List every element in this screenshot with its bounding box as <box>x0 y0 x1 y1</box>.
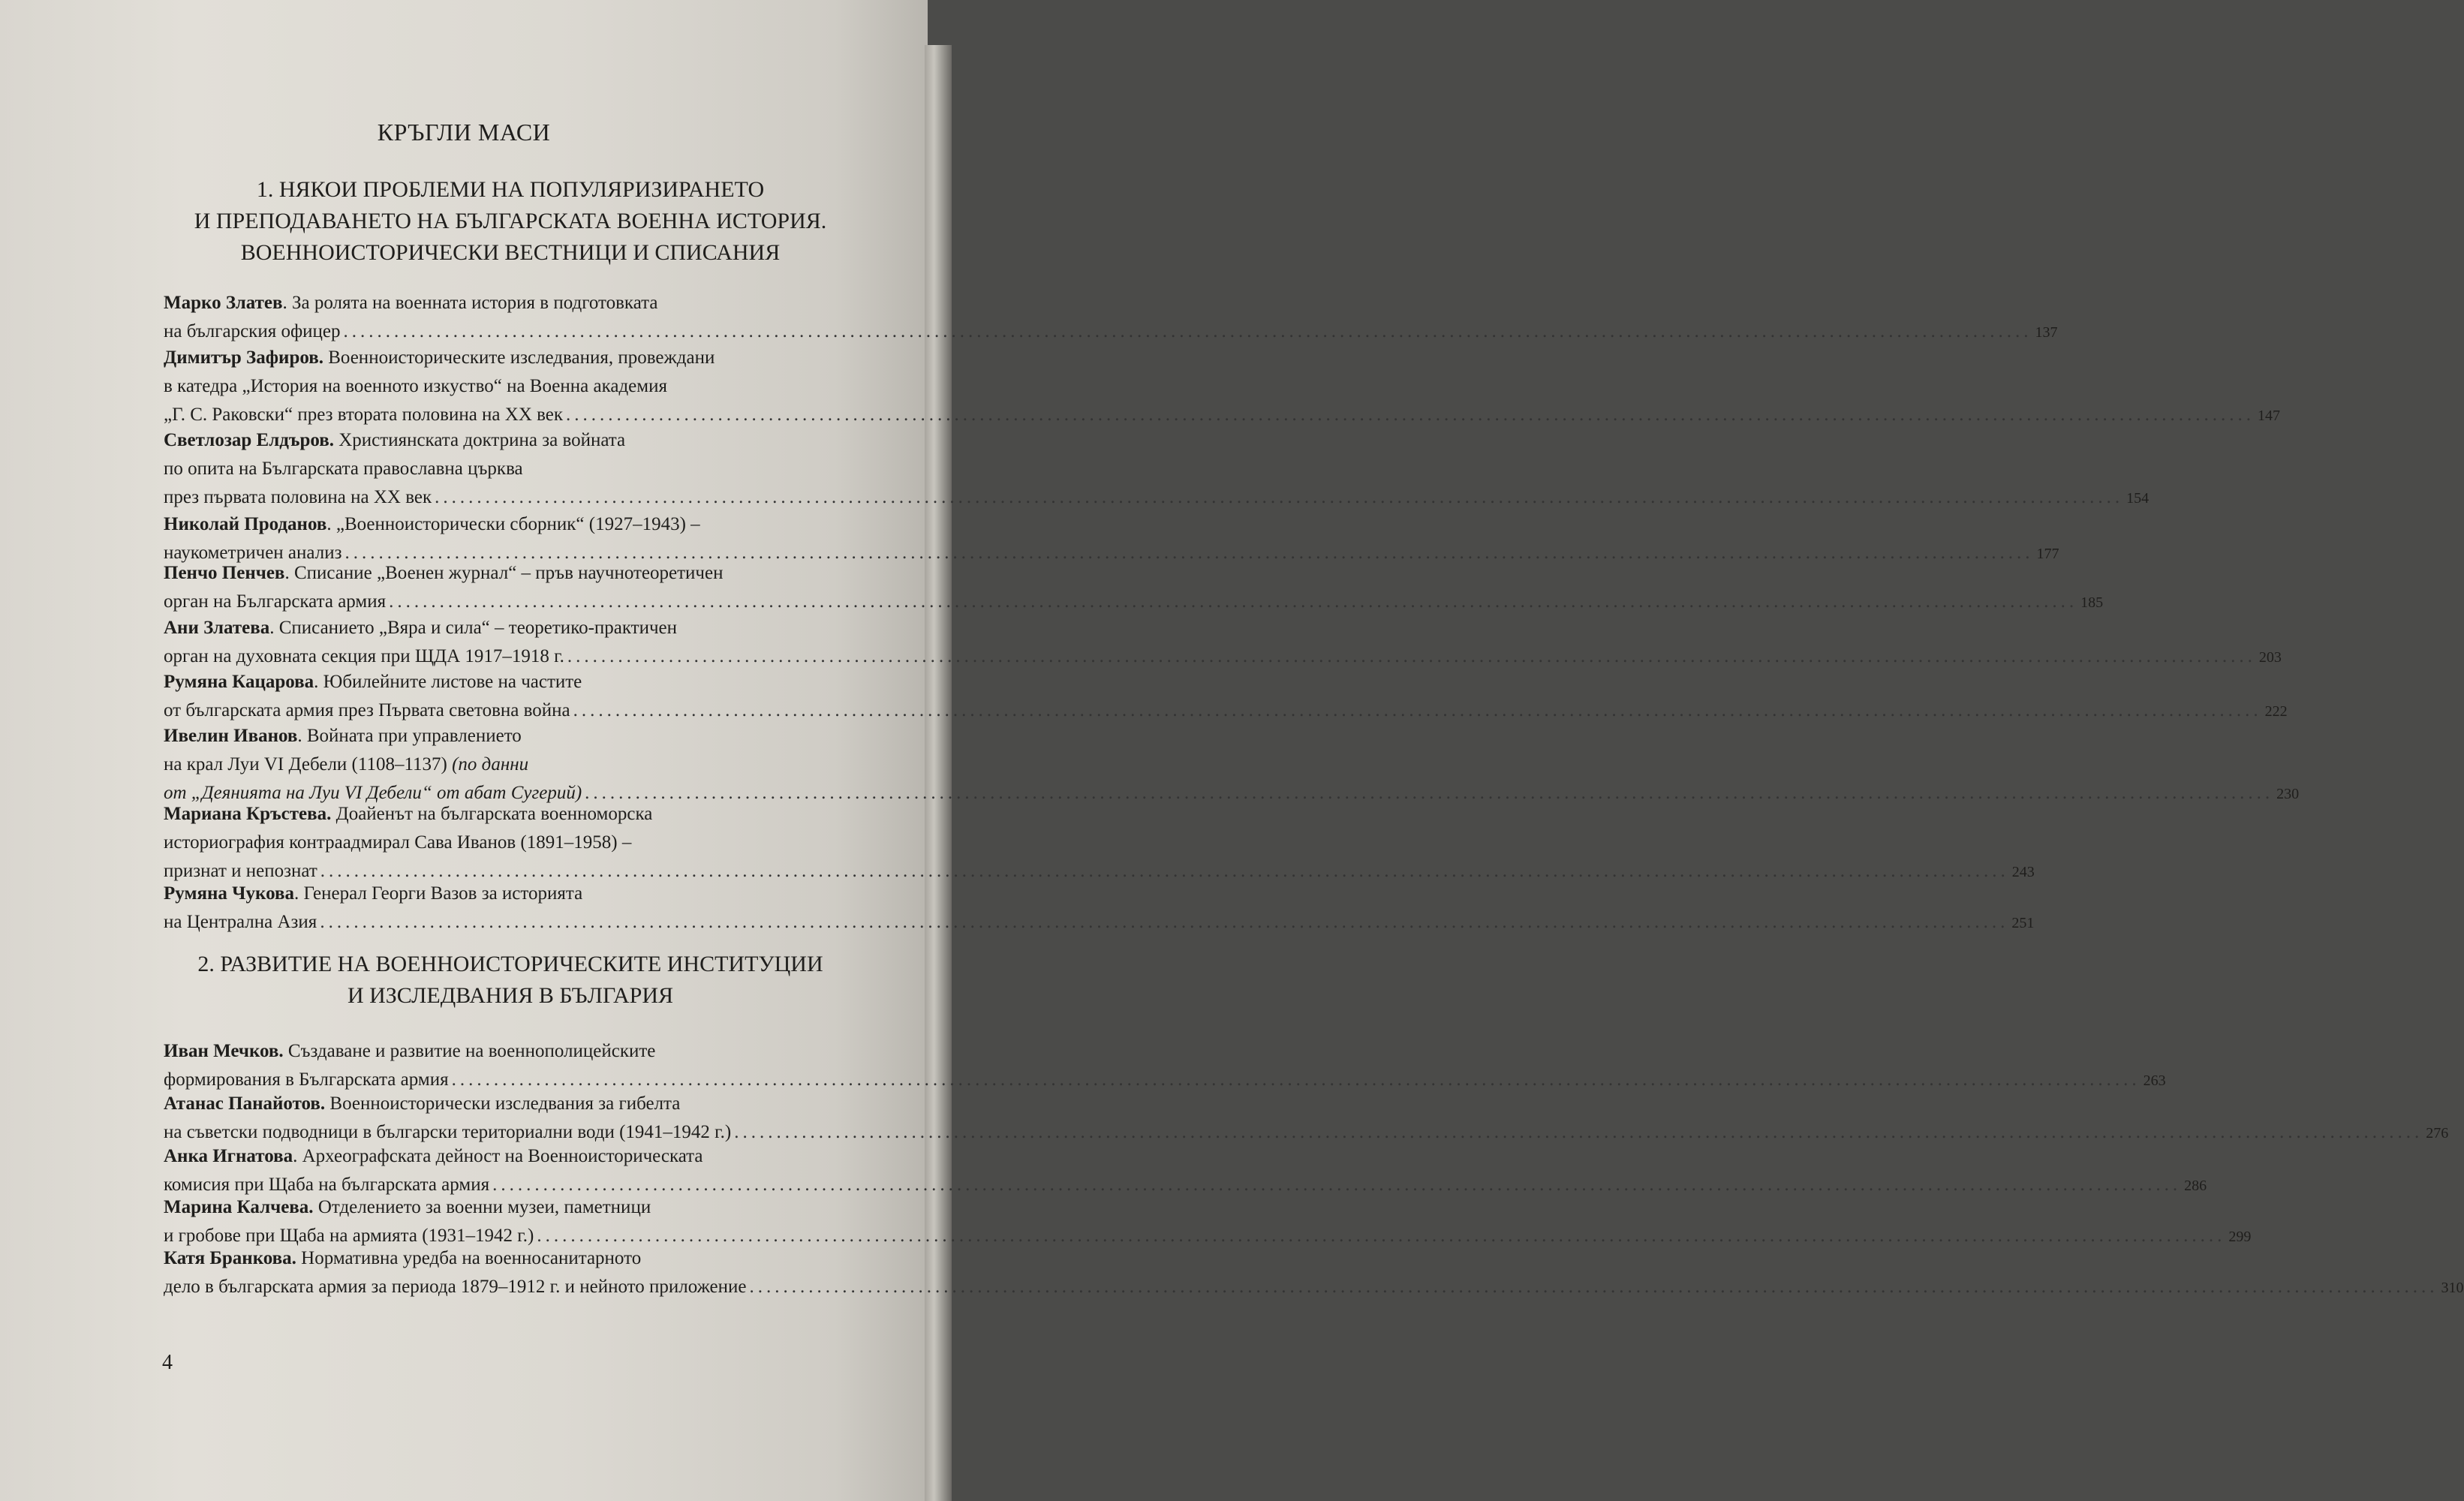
entry-title: . Генерал Георги Вазов за историята <box>293 883 583 904</box>
entry-title: признат и непознат <box>164 861 317 881</box>
toc-entry[interactable] <box>164 800 2035 886</box>
entry-author: Мариана Кръстева. <box>164 804 332 824</box>
entry-page: 299 <box>2228 1229 2252 1245</box>
entry-author: Пенчо Пенчев <box>164 563 285 583</box>
entry-title: историография контраадмирал Сава Иванов (1891–1958) – <box>164 832 632 853</box>
entry-title: . Списанието „Вяра и сила“ – теоретико-практичен <box>269 618 678 638</box>
entry-author: Катя Бранкова. <box>164 1248 296 1268</box>
entry-author: Марина Калчева. <box>164 1197 314 1217</box>
entry-page: 263 <box>2143 1072 2166 1089</box>
toc-entry[interactable] <box>164 1193 2252 1250</box>
entry-page: 286 <box>2184 1178 2207 1194</box>
entry-page: 177 <box>2036 546 2059 562</box>
toc-entry[interactable] <box>164 289 2058 346</box>
entry-author: Румяна Чукова <box>164 883 294 904</box>
toc-entry[interactable] <box>164 614 2282 671</box>
toc-entry[interactable] <box>164 344 2281 429</box>
entry-page: 251 <box>2011 915 2035 931</box>
entry-title: . Археографската дейност на Военноисторическата <box>293 1146 703 1166</box>
heading-line: ВОЕННОИСТОРИЧЕСКИ ВЕСТНИЦИ И СПИСАНИЯ <box>240 240 781 265</box>
entry-title-italic: от „Деянията на Луи VI Дебели“ от абат Сугерий) <box>164 783 582 803</box>
entry-author: Румяна Кацарова <box>164 672 314 692</box>
entry-title: . Списание „Военен журнал“ – пръв научнотеоретичен <box>284 563 724 583</box>
entry-title: Нормативна уредба на военносанитарното <box>296 1248 642 1268</box>
entry-page: 310 <box>2441 1280 2464 1296</box>
dot-leader: ........................................................................................................................................................................................................ <box>389 591 2078 612</box>
entry-title: . За ролята на военната история в подготовката <box>282 293 658 313</box>
entry-title: на българския офицер <box>164 321 341 341</box>
heading-line: И ИЗСЛЕДВАНИЯ В БЪЛГАРИЯ <box>347 983 674 1008</box>
section-1-heading <box>135 174 886 269</box>
entry-page: 230 <box>2276 786 2300 802</box>
page-number: 4 <box>162 1351 173 1374</box>
dot-leader: ........................................................................................................................................................................................................ <box>573 700 2262 720</box>
toc-entry[interactable] <box>164 880 2035 937</box>
entry-title: Създаване и развитие на военнополицейските <box>283 1041 656 1061</box>
entry-title: . Юбилейните листове на частите <box>314 672 582 692</box>
dot-leader: ........................................................................................................................................................................................................ <box>749 1277 2438 1297</box>
heading-line: 2. РАЗВИТИЕ НА ВОЕННОИСТОРИЧЕСКИТЕ ИНСТИТУЦИИ <box>197 952 823 976</box>
entry-author: Анка Игнатова <box>164 1146 293 1166</box>
toc-entry[interactable] <box>164 559 2104 616</box>
entry-title: на крал Луи VI Дебели (1108–1137) <box>164 754 453 775</box>
heading-line: И ПРЕПОДАВАНЕТО НА БЪЛГАРСКАТА ВОЕННА ИСТОРИЯ. <box>194 209 827 233</box>
dot-leader: ........................................................................................................................................................................................................ <box>435 487 2124 507</box>
toc-entry[interactable] <box>164 722 2300 808</box>
entry-title: Отделението за военни музеи, паметници <box>313 1197 651 1217</box>
round-tables-title: КРЪГЛИ МАСИ <box>377 119 551 146</box>
entry-title-italic: (по данни <box>452 754 529 775</box>
dot-leader: ........................................................................................................................................................................................................ <box>734 1122 2423 1142</box>
entry-author: Ани Златева <box>164 618 270 638</box>
entry-title: на Централна Азия <box>164 912 317 932</box>
toc-entry[interactable] <box>164 1090 2449 1147</box>
entry-title: по опита на Българската православна църква <box>164 459 523 479</box>
entry-title: наукометричен анализ <box>164 543 342 563</box>
dot-leader: ........................................................................................................................................................................................................ <box>585 783 2274 803</box>
entry-author: Атанас Панайотов. <box>164 1093 326 1114</box>
toc-entry[interactable] <box>164 426 2150 512</box>
entry-title: орган на духовната секция при ЩДА 1917–1918 г. <box>164 646 564 666</box>
toc-entry[interactable] <box>164 1037 2166 1094</box>
dot-leader: ........................................................................................................................................................................................................ <box>320 861 2009 881</box>
entry-page: 243 <box>2011 864 2035 880</box>
entry-title: и гробове при Щаба на армията (1931–1942 г.) <box>164 1226 534 1246</box>
entry-title: от българската армия през Първата световна война <box>164 700 570 720</box>
entry-page: 137 <box>2035 324 2058 341</box>
entry-author: Николай Проданов <box>164 514 327 534</box>
dot-leader: ........................................................................................................................................................................................................ <box>451 1069 2141 1090</box>
dot-leader: ........................................................................................................................................................................................................ <box>567 646 2256 666</box>
dot-leader: ........................................................................................................................................................................................................ <box>492 1175 2182 1195</box>
entry-title: Военноисторическите изследвания, провеждани <box>323 347 715 368</box>
dot-leader: ........................................................................................................................................................................................................ <box>320 912 2009 932</box>
entry-page: 147 <box>2258 408 2281 424</box>
dot-leader: ........................................................................................................................................................................................................ <box>566 405 2255 425</box>
entry-title: на съветски подводници в български териториални води (1941–1942 г.) <box>164 1122 732 1142</box>
entry-author: Димитър Зафиров. <box>164 347 323 368</box>
entry-title: Военноисторически изследвания за гибелта <box>325 1093 681 1114</box>
entry-title: Доайенът на българската военноморска <box>331 804 653 824</box>
dot-leader: ........................................................................................................................................................................................................ <box>537 1226 2226 1246</box>
entry-title: през първата половина на XX век <box>164 487 432 507</box>
heading-line: 1. НЯКОИ ПРОБЛЕМИ НА ПОПУЛЯРИЗИРАНЕТО <box>256 177 765 202</box>
entry-page: 154 <box>2126 490 2150 507</box>
entry-title: Християнската доктрина за войната <box>334 430 626 450</box>
entry-page: 276 <box>2426 1125 2449 1142</box>
dot-leader: ........................................................................................................................................................................................................ <box>344 543 2034 563</box>
dot-leader: ........................................................................................................................................................................................................ <box>343 321 2032 341</box>
entry-title: . „Военноисторически сборник“ (1927–1943) – <box>326 514 700 534</box>
entry-page: 185 <box>2080 594 2104 611</box>
entry-title: „Г. С. Раковски“ през втората половина на XX век <box>164 405 564 425</box>
entry-author: Иван Мечков. <box>164 1041 284 1061</box>
entry-page: 203 <box>2258 649 2282 666</box>
entry-title: формирования в Българската армия <box>164 1069 449 1090</box>
entry-page: 222 <box>2264 703 2288 720</box>
entry-title: в катедра „История на военното изкуство“ на Военна академия <box>164 376 667 396</box>
section-2-heading <box>135 949 886 1012</box>
entry-author: Ивелин Иванов <box>164 726 298 746</box>
entry-title: комисия при Щаба на българската армия <box>164 1175 490 1195</box>
toc-entry[interactable] <box>164 1142 2207 1199</box>
toc-entry[interactable] <box>164 668 2288 725</box>
entry-title: орган на Българската армия <box>164 591 387 612</box>
entry-author: Светлозар Елдъров. <box>164 430 334 450</box>
entry-title: дело в българската армия за периода 1879–1912 г. и нейното приложение <box>164 1277 747 1297</box>
entry-author: Марко Златев <box>164 293 283 313</box>
toc-entry[interactable] <box>164 1244 2464 1301</box>
entry-title: . Войната при управлението <box>297 726 522 746</box>
